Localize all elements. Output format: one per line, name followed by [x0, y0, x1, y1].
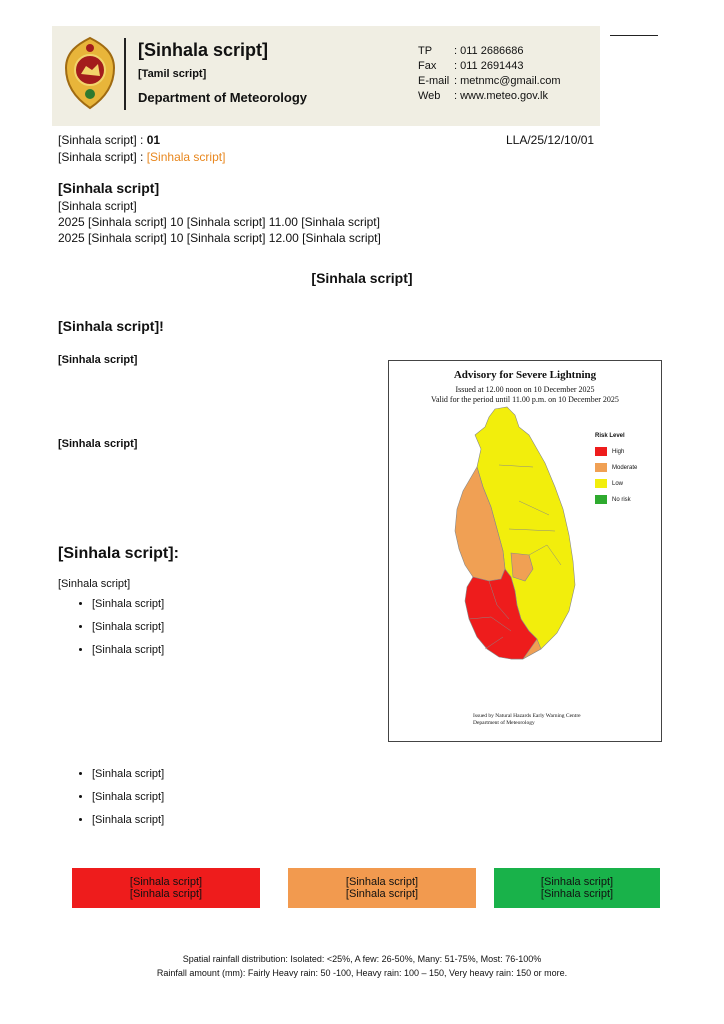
contact-label: Fax [418, 60, 437, 72]
legend-item-high [595, 447, 637, 456]
list-item: • [Sinhala script] [92, 812, 692, 829]
level-label: [Sinhala script] [345, 876, 419, 888]
alert-heading: [Sinhala script]! [58, 318, 164, 334]
sri-lanka-map-icon [429, 405, 589, 705]
legend-label: Low [612, 480, 624, 487]
header-divider [124, 38, 126, 110]
lightning-advisory-map [388, 360, 662, 742]
legend-label: No risk [612, 496, 631, 503]
notice-color-value: [Sinhala script] [146, 150, 226, 164]
letterhead [52, 26, 600, 126]
legend-title: Risk Level [595, 433, 625, 439]
level-description: [Sinhala script] [129, 888, 203, 900]
region-heading: [Sinhala script] [311, 270, 413, 286]
contact-label: E-mail [418, 75, 450, 87]
department-name-sinhala: [Sinhala script] [138, 40, 269, 60]
intro-line-2: 2025 [Sinhala script] 10 [Sinhala script] 11.00 [Sinhala script] [58, 215, 380, 229]
department-name-tamil: [Tamil script] [138, 68, 207, 80]
map-valid: Valid for the period until 11.00 p.m. on 10 December 2025 [431, 395, 619, 404]
list-item: • [Sinhala script] [92, 789, 692, 806]
list-item: • [Sinhala script] [92, 596, 392, 613]
precautions-intro: [Sinhala script] [58, 578, 131, 590]
level-box-red [72, 868, 260, 908]
level-box-amber [288, 868, 476, 908]
contact-block [418, 44, 561, 104]
contact-value: : 011 2691443 [454, 60, 524, 72]
map-footer-line: Department of Meteorology [473, 720, 535, 726]
contact-value: : 011 2686686 [454, 45, 524, 57]
notice-color-label: [Sinhala script] : [58, 150, 144, 164]
notice-number-label: [Sinhala script] : [58, 133, 144, 147]
legend-label: High [612, 448, 625, 455]
notice-color [58, 150, 225, 164]
legend-item-moderate [595, 463, 637, 472]
level-description: [Sinhala script] [540, 888, 614, 900]
map-issued: Issued at 12.00 noon on 10 December 2025 [455, 385, 595, 394]
contact-label: Web [418, 90, 441, 102]
contact-phone [418, 44, 561, 59]
legend-item-no-risk [595, 495, 637, 504]
notice-number [58, 133, 160, 147]
contact-value[interactable]: : www.meteo.gov.lk [454, 90, 548, 102]
contact-fax [418, 59, 561, 74]
legend-swatch [595, 463, 607, 472]
legend-item-low [595, 479, 637, 488]
level-box-green [494, 868, 660, 908]
precautions-list-narrow [78, 596, 392, 665]
legend-label: Moderate [612, 464, 638, 471]
paragraph-1: [Sinhala script] [58, 354, 138, 366]
contact-label: TP [418, 45, 433, 57]
intro-line-3: 2025 [Sinhala script] 10 [Sinhala script] 12.00 [Sinhala script] [58, 231, 381, 245]
notice-title: [Sinhala script] [58, 180, 160, 196]
map-footer [473, 713, 581, 727]
list-item: • [Sinhala script] [92, 642, 392, 659]
map-legend [595, 433, 637, 511]
footer-rainfall-distribution: Spatial rainfall distribution: Isolated: <25%, A few: 26-50%, Many: 51-75%, Most: 76-100% [182, 954, 542, 964]
contact-web [418, 89, 561, 104]
intro-line-1: [Sinhala script] [58, 199, 137, 213]
map-title: Advisory for Severe Lightning [453, 369, 597, 381]
notice-number-value: 01 [146, 133, 161, 147]
precautions-heading: [Sinhala script]: [58, 545, 179, 562]
top-right-rule [610, 35, 658, 36]
notice-reference: LLA/25/12/10/01 [506, 133, 595, 147]
legend-swatch [595, 495, 607, 504]
legend-swatch [595, 479, 607, 488]
footer-rainfall-amount: Rainfall amount (mm): Fairly Heavy rain: 50 -100, Heavy rain: 100 – 150, Very heavy rain: 150 or more. [156, 968, 568, 978]
map-footer-line: Issued by Natural Hazards Early Warning Centre [473, 713, 581, 719]
paragraph-2: [Sinhala script] [58, 438, 138, 450]
contact-value[interactable]: : metnmc@gmail.com [454, 75, 561, 87]
level-label: [Sinhala script] [129, 876, 203, 888]
list-item: • [Sinhala script] [92, 619, 392, 636]
level-description: [Sinhala script] [345, 888, 419, 900]
list-item: • [Sinhala script] [92, 766, 692, 783]
legend-swatch [595, 447, 607, 456]
department-name-english: Department of Meteorology [138, 90, 308, 105]
precautions-list-wide [78, 766, 692, 835]
contact-email [418, 74, 561, 89]
level-label: [Sinhala script] [540, 876, 614, 888]
sri-lanka-emblem-icon [62, 36, 118, 110]
